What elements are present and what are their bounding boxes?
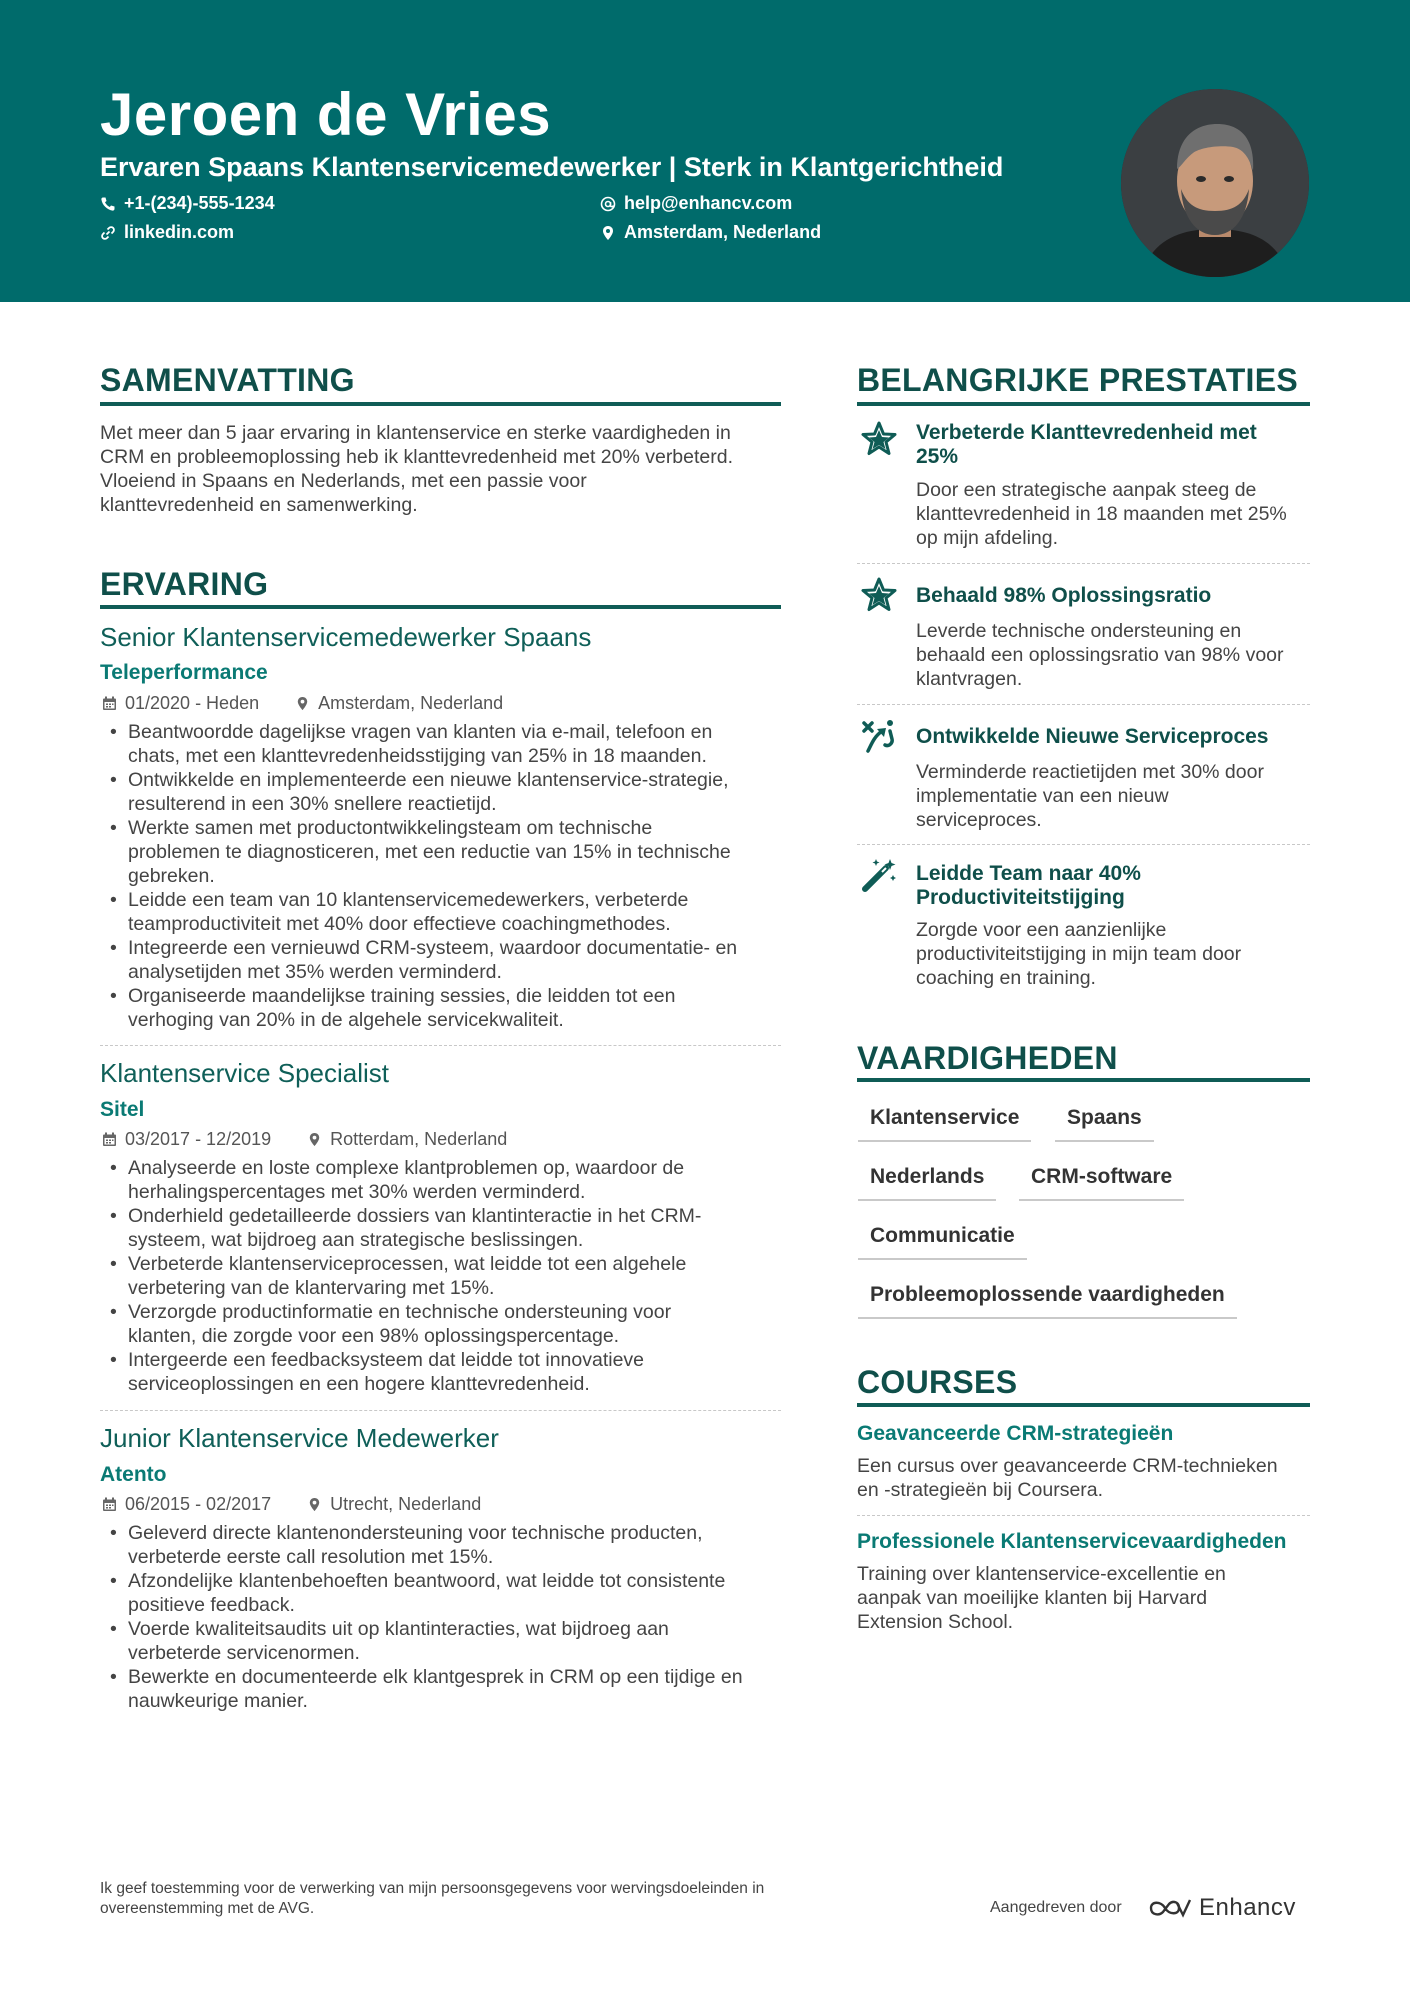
achievement-divider	[857, 563, 1310, 564]
job-bullets	[100, 720, 790, 1032]
course-divider	[857, 1515, 1310, 1516]
job-dates: 03/2017 - 12/2019	[125, 1129, 272, 1149]
at-sign-icon	[600, 196, 616, 212]
experience-heading: ERVARING	[100, 566, 269, 602]
company-name: Teleperformance	[100, 661, 268, 684]
brand-name: Enhancv	[1199, 1894, 1296, 1921]
job-title: Senior Klantenservicemedewerker Spaans	[100, 622, 592, 652]
process-icon	[860, 717, 898, 755]
course-description: Een cursus over geavanceerde CRM-technieken en -strategieën bij Coursera.	[857, 1455, 1278, 1501]
job-meta	[102, 1494, 481, 1515]
courses-heading: COURSES	[857, 1364, 1018, 1400]
bullet-item: • Intergeerde een feedbacksysteem dat leidde tot innovatieve serviceoplossingen en een hogere klanttevredenheid.	[100, 1348, 790, 1396]
link-icon	[100, 225, 116, 241]
summary-line: klanttevredenheid en samenwerking.	[100, 494, 418, 516]
map-pin-icon	[307, 1497, 322, 1512]
candidate-title: Ervaren Spaans Klantenservicemedewerker | Sterk in Klantgerichtheid	[100, 152, 1004, 182]
skill-tag: Spaans	[1055, 1106, 1154, 1142]
job-location: Amsterdam, Nederland	[318, 693, 504, 713]
job-location: Utrecht, Nederland	[330, 1494, 482, 1514]
summary-text	[100, 421, 781, 517]
bullet-item: • Afzondelijke klantenbehoeften beantwoord, wat leidde tot consistente positieve feedback.	[100, 1569, 790, 1617]
bullet-item: • Verzorgde productinformatie en technische ondersteuning voor klanten, die zorgde voor een 98% oplossingspercentage.	[100, 1300, 790, 1348]
summary-heading: SAMENVATTING	[100, 362, 355, 398]
magic-wand-icon	[860, 856, 898, 894]
job-divider	[100, 1410, 781, 1411]
achievement-description: Leverde technische ondersteuning en behaald een oplossingsratio van 98% voor klantvragen.	[916, 620, 1284, 690]
job-bullets	[100, 1521, 790, 1713]
bullet-item: • Beantwoordde dagelijkse vragen van klanten via e-mail, telefoon en chats, met een klanttevredenheidsstijging van 25% in 18 maanden.	[100, 720, 790, 768]
map-pin-icon	[307, 1132, 322, 1147]
phone-contact[interactable]	[100, 193, 275, 214]
courses-rule	[857, 1403, 1310, 1407]
job-dates: 01/2020 - Heden	[125, 693, 260, 713]
company-name: Sitel	[100, 1098, 145, 1121]
achievements-rule	[857, 402, 1310, 406]
map-pin-icon	[295, 696, 310, 711]
consent-text: Ik geef toestemming voor de verwerking van mijn persoonsgegevens voor wervingsdoeleinden in overeenstemming met de AVG.	[100, 1880, 765, 1917]
email-contact[interactable]	[600, 193, 792, 214]
phone-icon	[100, 196, 116, 212]
skills-rule	[857, 1078, 1310, 1082]
powered-by-label: Aangedreven door	[990, 1899, 1122, 1916]
job-divider	[100, 1045, 781, 1046]
bullet-item: • Verbeterde klantenserviceprocessen, wat leidde tot een algehele verbetering van de klantervaring met 15%.	[100, 1252, 790, 1300]
bullet-item: • Organiseerde maandelijkse training sessies, die leidden tot een verhoging van 20% in de algehele servicekwaliteit.	[100, 984, 790, 1032]
enhancv-logo-icon	[1147, 1896, 1193, 1920]
course-title: Professionele Klantenservicevaardigheden	[857, 1530, 1287, 1553]
job-meta	[102, 1129, 507, 1150]
bullet-item: • Leidde een team van 10 klantenservicemedewerkers, verbeterde teamproductiviteit met 40% door effectieve coachingmethodes.	[100, 888, 790, 936]
job-meta	[102, 693, 503, 714]
location-contact	[600, 222, 821, 243]
company-name: Atento	[100, 1463, 167, 1486]
linkedin-contact[interactable]	[100, 222, 234, 243]
experience-rule	[100, 605, 781, 609]
location-text: Amsterdam, Nederland	[624, 222, 822, 242]
achievement-divider	[857, 704, 1310, 705]
course-title: Geavanceerde CRM-strategieën	[857, 1422, 1174, 1445]
candidate-name: Jeroen de Vries	[100, 81, 552, 148]
bullet-item: • Werkte samen met productontwikkelingsteam om technische problemen te diagnosticeren, met een reductie van 15% in technische gebreken.	[100, 816, 790, 888]
job-title: Junior Klantenservice Medewerker	[100, 1423, 499, 1453]
calendar-icon	[102, 1132, 117, 1147]
bullet-item: • Geleverd directe klantenondersteuning voor technische producten, verbeterde eerste call resolution met 15%.	[100, 1521, 790, 1569]
skill-tag: Communicatie	[858, 1224, 1027, 1260]
achievements-heading: BELANGRIJKE PRESTATIES	[857, 362, 1299, 398]
calendar-icon	[102, 696, 117, 711]
achievement-description: Zorgde voor een aanzienlijke productiviteitstijging in mijn team door coaching en training.	[916, 919, 1242, 989]
email-address: help@enhancv.com	[624, 193, 793, 213]
phone-number: +1-(234)-555-1234	[124, 193, 275, 213]
achievement-title: Behaald 98% Oplossingsratio	[916, 584, 1212, 607]
skill-tag: Nederlands	[858, 1165, 996, 1201]
skill-tag: CRM-software	[1019, 1165, 1184, 1201]
bullet-item: • Bewerkte en documenteerde elk klantgesprek in CRM op een tijdige en nauwkeurige manier.	[100, 1665, 790, 1713]
job-title: Klantenservice Specialist	[100, 1058, 390, 1088]
skills-heading: VAARDIGHEDEN	[857, 1040, 1118, 1076]
summary-rule	[100, 402, 781, 406]
header-banner	[0, 0, 1410, 302]
summary-line: Met meer dan 5 jaar ervaring in klantenservice en sterke vaardigheden in	[100, 422, 731, 444]
bullet-item: • Voerde kwaliteitsaudits uit op klantinteracties, wat bijdroeg aan verbeterde servicenormen.	[100, 1617, 790, 1665]
summary-line: Vloeiend in Spaans en Nederlands, met een passie voor	[100, 470, 587, 492]
skill-tag: Klantenservice	[858, 1106, 1031, 1142]
achievement-divider	[857, 844, 1310, 845]
bullet-item: • Integreerde een vernieuwd CRM-systeem, waardoor documentatie- en analysetijden met 35% werden verminderd.	[100, 936, 790, 984]
achievement-title: Ontwikkelde Nieuwe Serviceproces	[916, 725, 1269, 748]
achievement-description: Door een strategische aanpak steeg de klanttevredenheid in 18 maanden met 25% op mijn afdeling.	[916, 479, 1287, 549]
course-description: Training over klantenservice-excellentie en aanpak van moeilijke klanten bij Harvard Extension School.	[857, 1563, 1226, 1633]
job-dates: 06/2015 - 02/2017	[125, 1494, 272, 1514]
star-icon	[860, 576, 898, 614]
map-pin-icon	[600, 225, 616, 241]
star-icon	[860, 420, 898, 458]
calendar-icon	[102, 1497, 117, 1512]
bullet-item: • Onderhield gedetailleerde dossiers van klantinteractie in het CRM- systeem, wat bijdroeg aan strategische beslissingen.	[100, 1204, 790, 1252]
linkedin-url: linkedin.com	[124, 222, 235, 242]
enhancv-brand[interactable]	[1147, 1894, 1296, 1922]
summary-line: CRM en probleemoplossing heb ik klanttevredenheid met 20% verbeterd.	[100, 446, 734, 468]
skill-tag: Probleemoplossende vaardigheden	[858, 1283, 1237, 1319]
profile-photo	[1121, 89, 1309, 277]
job-location: Rotterdam, Nederland	[330, 1129, 508, 1149]
achievement-title: Leidde Team naar 40% Productiviteitstijging	[916, 862, 1141, 909]
job-bullets	[100, 1156, 790, 1396]
achievement-title: Verbeterde Klanttevredenheid met 25%	[916, 421, 1257, 468]
achievement-description: Verminderde reactietijden met 30% door implementatie van een nieuw serviceproces.	[916, 761, 1264, 831]
bullet-item: • Analyseerde en loste complexe klantproblemen op, waardoor de herhalingspercentages met 30% werden verminderd.	[100, 1156, 790, 1204]
bullet-item: • Ontwikkelde en implementeerde een nieuwe klantenservice-strategie, resulterend in een 30% snellere reactietijd.	[100, 768, 790, 816]
